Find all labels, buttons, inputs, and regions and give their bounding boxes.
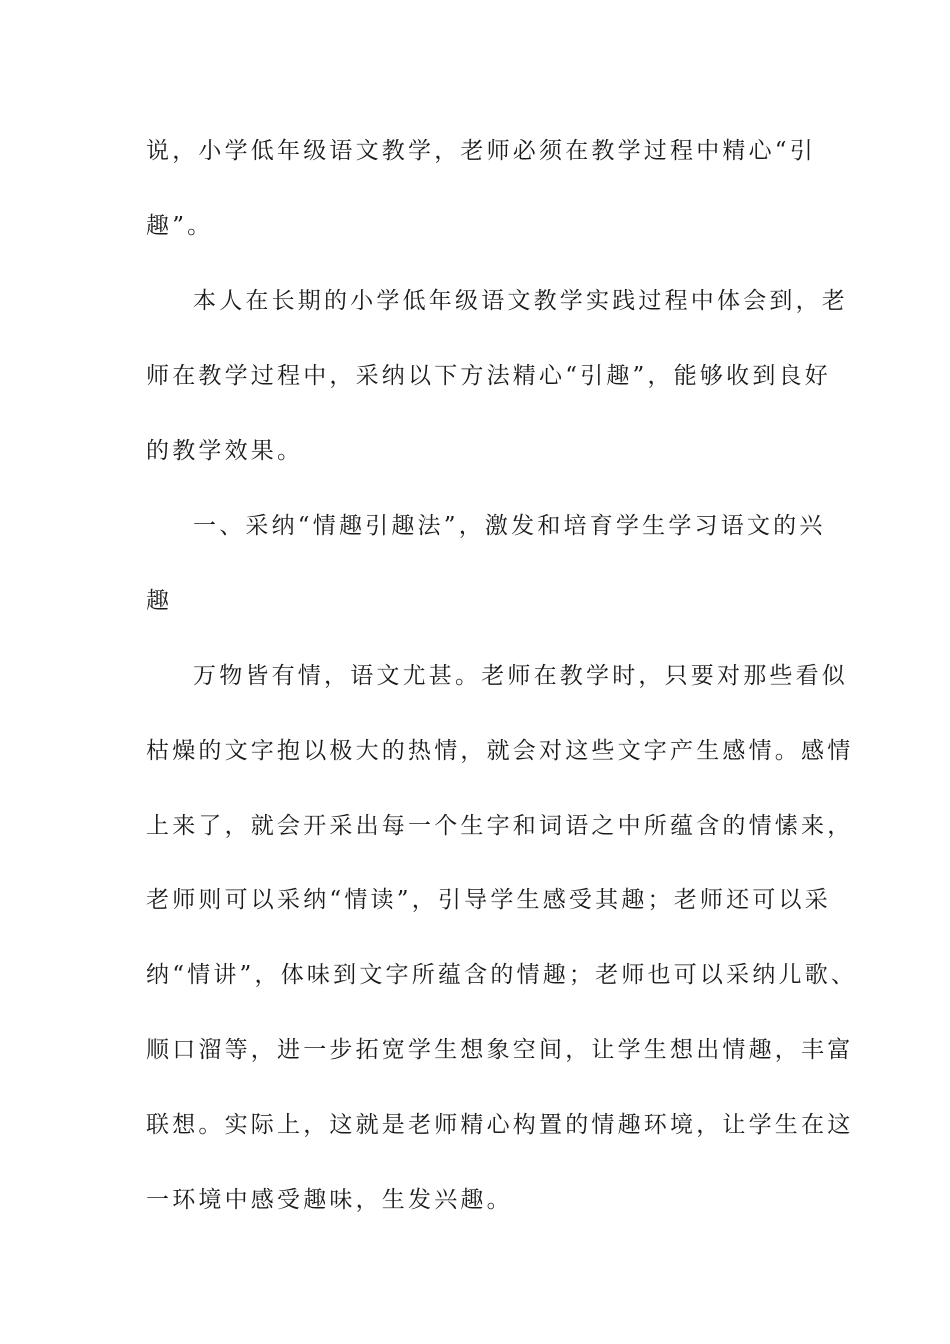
paragraph-start-line: 本人在长期的小学低年级语文教学实践过程中体会到，老 — [193, 288, 848, 314]
text-line: 说，小学低年级语文教学，老师必须在教学过程中精心“引 — [146, 138, 816, 164]
text-line: 的教学效果。 — [146, 438, 304, 464]
text-line: 联想。实际上，这就是老师精心构置的情趣环境，让学生在这 — [146, 1112, 854, 1138]
section-heading-line: 趣 — [146, 588, 173, 614]
text-line: 师在教学过程中，采纳以下方法精心“引趣”，能够收到良好 — [146, 363, 831, 389]
text-line: 纳“情讲”，体味到文字所蕴含的情趣；老师也可以采纳儿歌、 — [146, 962, 858, 988]
text-line: 顺口溜等，进一步拓宽学生想象空间，让学生想出情趣，丰富 — [146, 1037, 854, 1063]
text-line: 一环境中感受趣味，生发兴趣。 — [146, 1187, 513, 1213]
paragraph-start-line: 万物皆有情，语文尤甚。老师在教学时，只要对那些看似 — [193, 663, 848, 689]
text-line: 老师则可以采纳“情读”，引导学生感受其趣；老师还可以采 — [146, 887, 831, 913]
text-line: 枯燥的文字抱以极大的热情，就会对这些文字产生感情。感情 — [146, 738, 854, 764]
text-line: 上来了，就会开采出每一个生字和词语之中所蕴含的情愫来， — [146, 813, 854, 839]
text-line: 趣”。 — [146, 213, 214, 239]
section-heading-line: 一、采纳“情趣引趣法”，激发和培育学生学习语文的兴 — [193, 513, 826, 539]
